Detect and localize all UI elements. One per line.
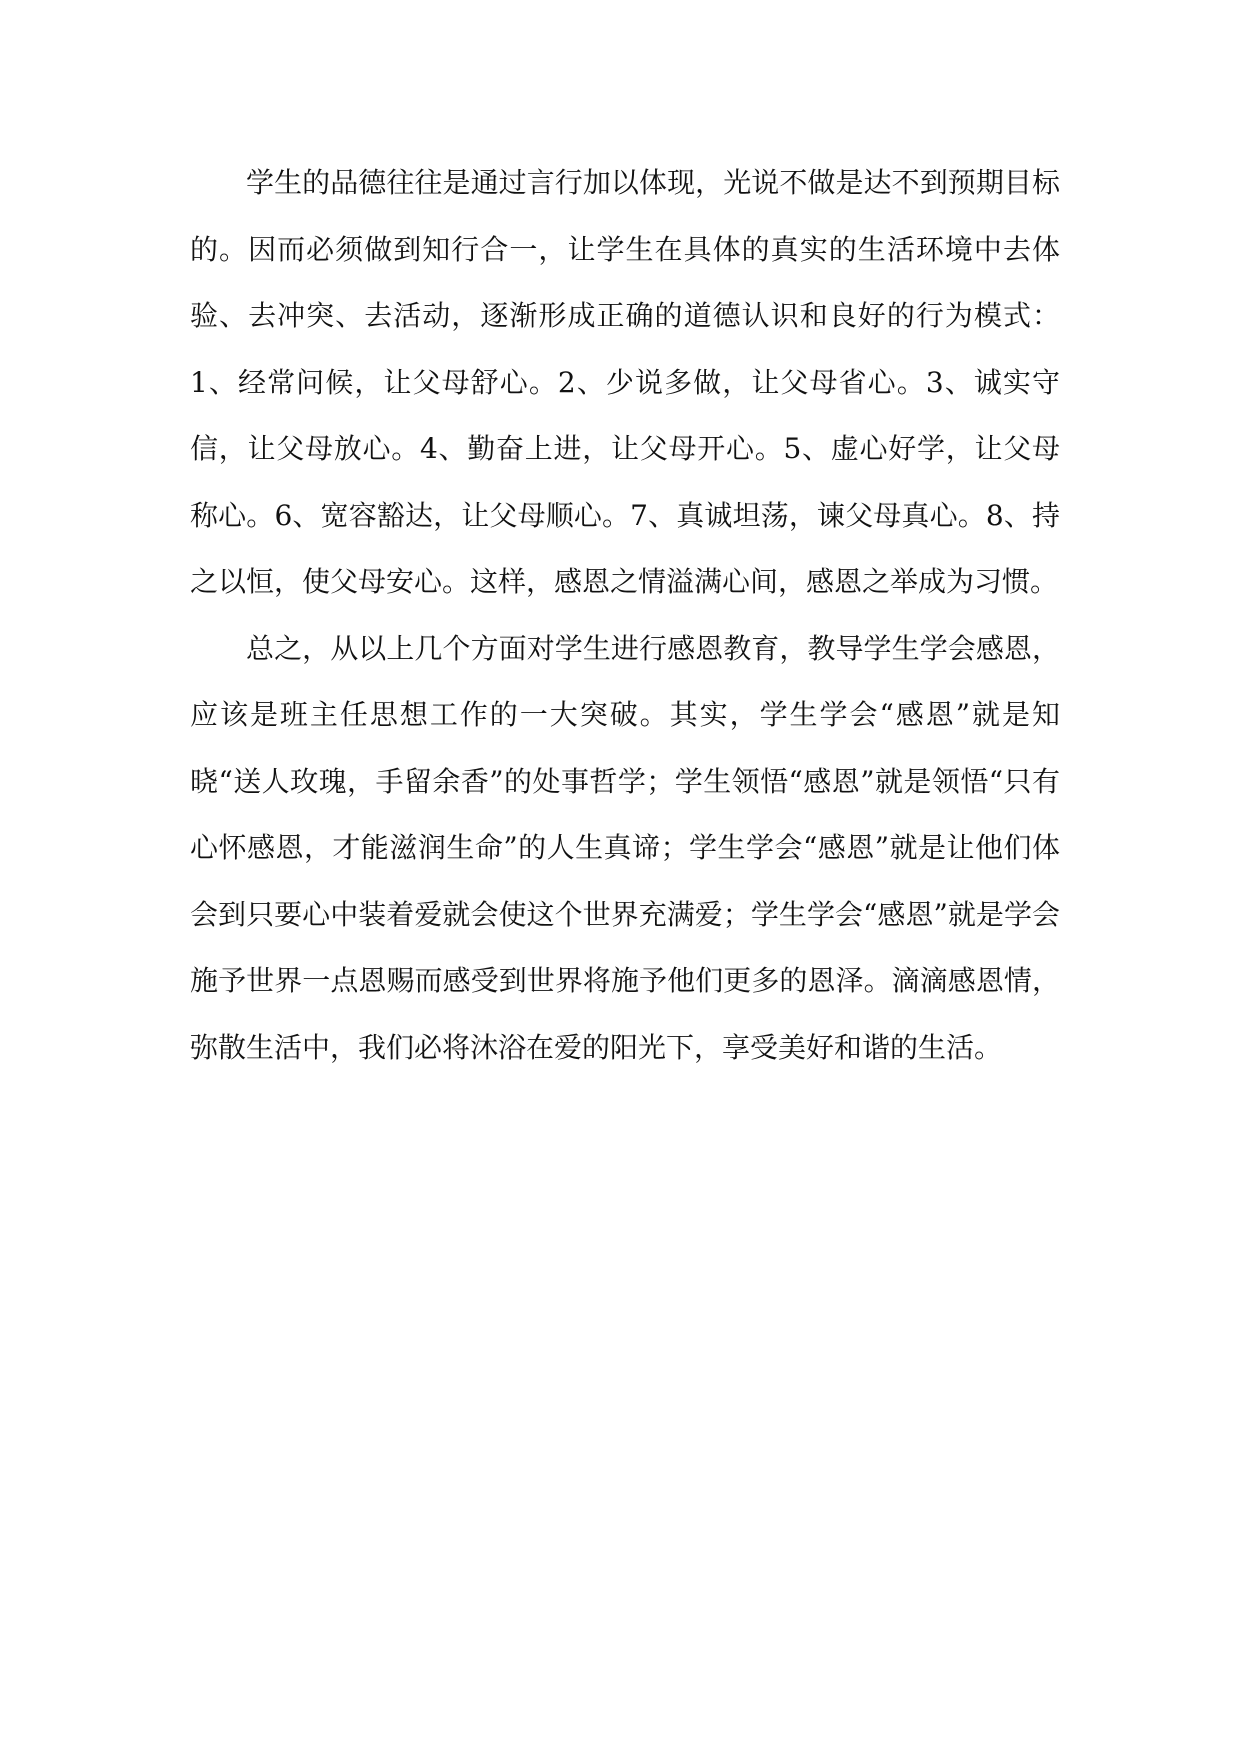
document-body xyxy=(190,150,1060,1081)
paragraph: 学生的品德往往是通过言行加以体现，光说不做是达不到预期目标的。因而必须做到知行合一，让学生在具体的真实的生活环境中去体验、去冲突、去活动，逐渐形成正确的道德认识和良好的行为模式：1、经常问候，让父母舒心。2、少说多做，让父母省心。3、诚实守信，让父母放心。4、勤奋上进，让父母开心。5、虚心好学，让父母称心。6、宽容豁达，让父母顺心。7、真诚坦荡，谏父母真心。8、持之以恒，使父母安心。这样，感恩之情溢满心间，感恩之举成为习惯。 xyxy=(190,166,1060,598)
paragraph: 总之，从以上几个方面对学生进行感恩教育，教导学生学会感恩，应该是班主任思想工作的一大突破。其实，学生学会“感恩”就是知晓“送人玫瑰，手留余香”的处事哲学；学生领悟“感恩”就是领悟“只有心怀感恩，才能滋润生命”的人生真谛；学生学会“感恩”就是让他们体会到只要心中装着爱就会使这个世界充满爱；学生学会“感恩”就是学会施予世界一点恩赐而感受到世界将施予他们更多的恩泽。滴滴感恩情，弥散生活中，我们必将沐浴在爱的阳光下，享受美好和谐的生活。 xyxy=(190,631,1060,1064)
